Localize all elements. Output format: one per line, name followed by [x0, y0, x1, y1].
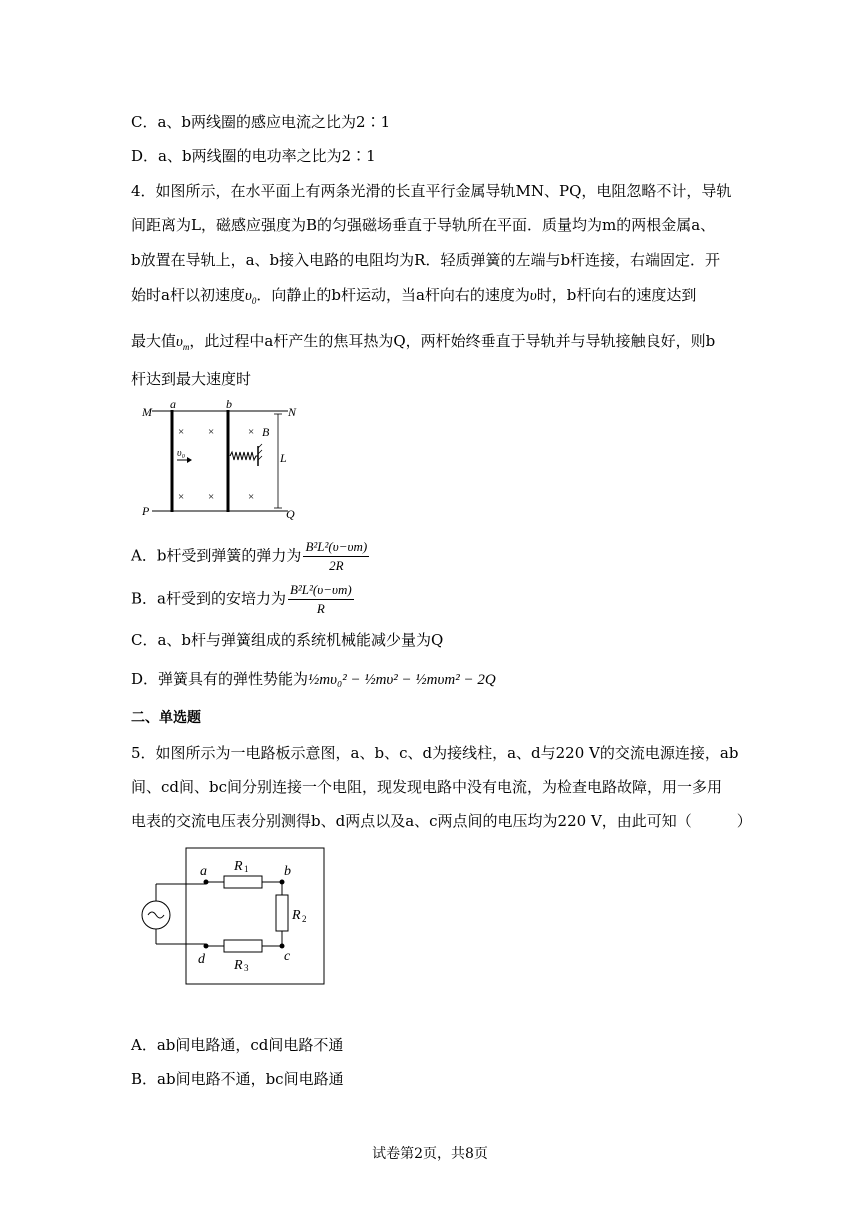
q4-line3: b放置在导轨上，a、b接入电路的电阻均为R．轻质弹簧的左端与b杆连接，右端固定．开 [131, 251, 721, 269]
q4-option-b-text: B．a杆受到的安培力为 [131, 589, 286, 608]
fraction-a [303, 539, 369, 574]
q4-line4 [131, 285, 696, 311]
v-symbol: υ [529, 288, 537, 304]
label-a: a [200, 864, 207, 879]
section-title: 二、单选题 [131, 710, 201, 726]
q4-line2: 间距离为L，磁感应强度为B的匀强磁场垂直于导轨所在平面．质量均为m的两根金属a、 [131, 216, 716, 234]
q4-line5 [131, 331, 715, 357]
q4-option-d [131, 669, 496, 690]
label-N: N [288, 405, 297, 419]
fraction-b-num: B²L²(υ−υm) [288, 582, 354, 600]
expression-d: ½mυ₀² − ½mυ² − ½mυm² − 2Q [308, 672, 496, 688]
q4-option-a-text: A．b杆受到弹簧的弹力为 [131, 546, 302, 565]
label-v0: υ₀ [177, 448, 186, 459]
q4-line1: 4．如图所示，在水平面上有两条光滑的长直平行金属导轨MN、PQ，电阻忽略不计，导轨 [131, 182, 732, 200]
label-R2: R [292, 908, 301, 923]
q4-option-b [131, 582, 356, 617]
vm-symbol: $\upsilon_m$ [176, 334, 190, 352]
label-b: b [226, 400, 232, 411]
field-mark: × [178, 491, 185, 503]
field-mark: × [178, 426, 185, 438]
rails-figure [140, 400, 300, 522]
label-P: P [142, 504, 150, 518]
q5-line1: 5．如图所示为一电路板示意图，a、b、c、d为接线柱，a、d与220 V的交流电源连接，ab [131, 744, 739, 762]
q4-line5b: ，此过程中a杆产生的焦耳热为Q，两杆始终垂直于导轨并与导轨接触良好，则b [189, 332, 716, 350]
label-c: c [284, 949, 291, 964]
sub-2: 2 [302, 914, 307, 924]
q5-line3: 电表的交流电压表分别测得b、d两点以及a、c两点间的电压均为220 V，由此可知（ ） [131, 812, 752, 830]
fraction-b [288, 582, 354, 617]
field-mark: × [248, 491, 255, 503]
fraction-a-den: 2R [329, 558, 344, 573]
sub-1: 1 [244, 864, 249, 874]
q4-line5a: 最大值 [131, 332, 177, 350]
page-footer: 试卷第2页，共8页 [372, 1146, 488, 1162]
q5-line2: 间、cd间、bc间分别连接一个电阻，现发现电路中没有电流，为检查电路故障，用一多用 [131, 778, 723, 796]
label-a: a [170, 400, 176, 411]
circuit-figure [128, 843, 328, 988]
label-L: L [280, 451, 287, 465]
q4-line4a: 始时a杆以初速度 [131, 286, 245, 304]
label-b: b [284, 864, 291, 879]
sub-3: 3 [244, 963, 249, 973]
q4-option-d-text: D．弹簧具有的弹性势能为 [131, 670, 309, 688]
q4-line4c: 时，b杆向右的速度达到 [536, 286, 697, 304]
label-B: B [262, 425, 270, 439]
v0-symbol: $\upsilon_0$ [244, 288, 257, 306]
label-R3: R [234, 958, 243, 973]
label-M: M [142, 405, 152, 419]
q3-option-c: C．a、b两线圈的感应电流之比为2∶1 [131, 113, 391, 131]
q4-option-c: C．a、b杆与弹簧组成的系统机械能减少量为Q [131, 631, 444, 649]
field-mark: × [248, 426, 255, 438]
fraction-a-num: B²L²(υ−υm) [303, 539, 369, 557]
q4-line6: 杆达到最大速度时 [131, 370, 252, 388]
field-mark: × [208, 491, 215, 503]
label-Q: Q [286, 507, 295, 521]
q3-option-d: D．a、b两线圈的电功率之比为2∶1 [131, 147, 376, 165]
label-d: d [198, 952, 205, 967]
fraction-b-den: R [316, 601, 325, 616]
q5-option-a: A．ab间电路通，cd间电路不通 [131, 1036, 344, 1054]
q4-line4b: ．向静止的b杆运动，当a杆向右的速度为 [256, 286, 530, 304]
label-R1: R [234, 859, 243, 874]
field-mark: × [208, 426, 215, 438]
q4-option-a [131, 539, 371, 574]
q5-option-b: B．ab间电路不通，bc间电路通 [131, 1070, 344, 1088]
